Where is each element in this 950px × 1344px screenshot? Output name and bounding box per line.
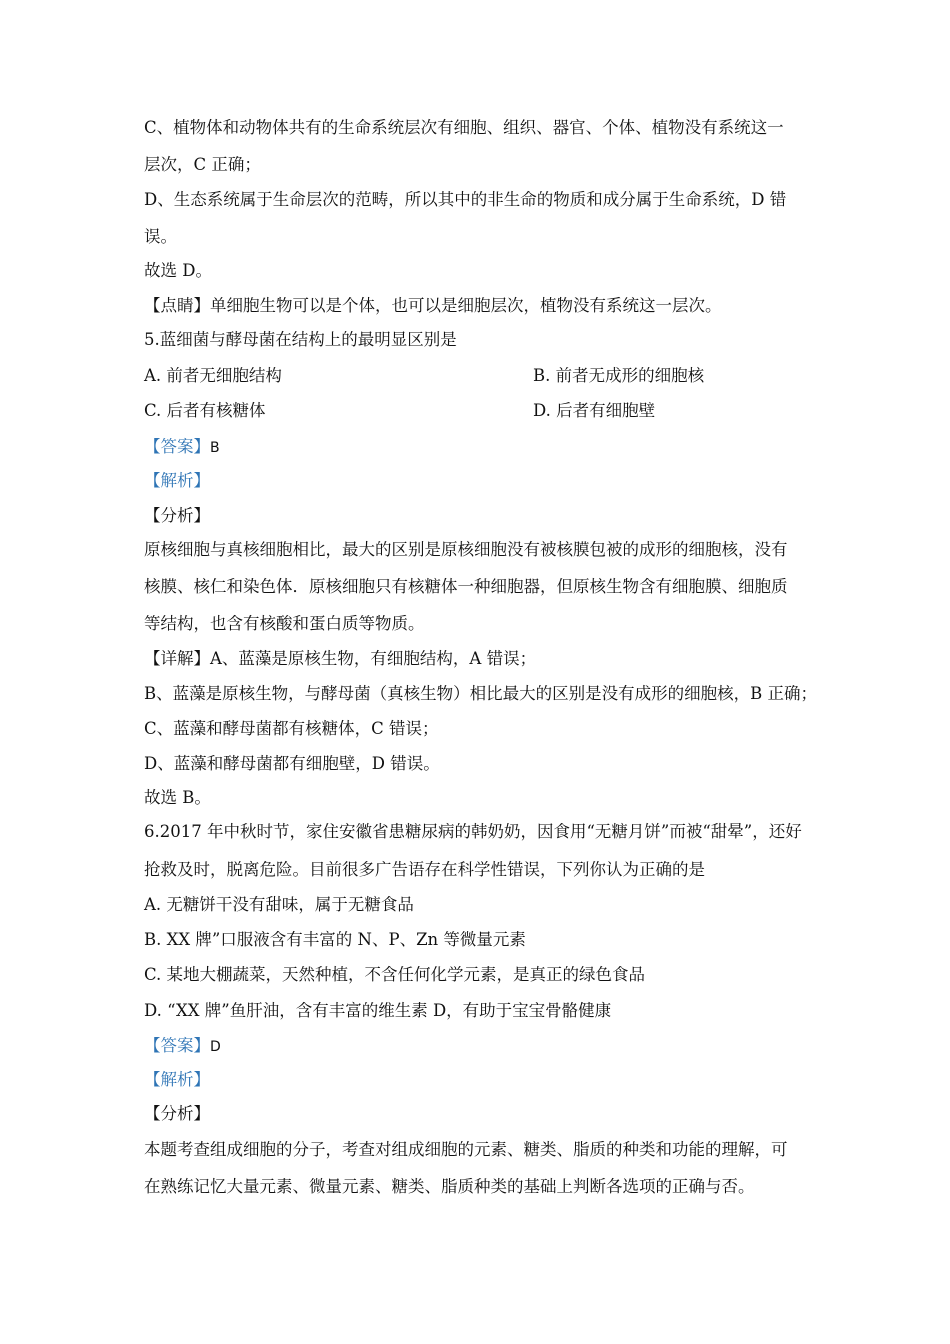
text-line: D、生态系统属于生命层次的范畴，所以其中的非生命的物质和成分属于生命系统，D 错 [144, 190, 787, 209]
question-stem: 5.蓝细菌与酵母菌在结构上的最明显区别是 [144, 330, 457, 349]
option-d: D. 后者有细胞壁 [533, 401, 656, 420]
text-line: D、蓝藻和酵母菌都有细胞壁，D 错误。 [144, 754, 440, 773]
text-line: C、蓝藻和酵母菌都有核糖体，C 错误； [144, 719, 439, 738]
fenxi-label: 【分析】 [144, 506, 210, 525]
answer [144, 436, 220, 459]
text-line: 在熟练记忆大量元素、微量元素、糖类、脂质种类的基础上判断各选项的正确与否。 [144, 1177, 755, 1196]
text-line: 原核细胞与真核细胞相比，最大的区别是原核细胞没有被核膜包被的成形的细胞核，没有 [144, 540, 788, 559]
option-c: C. 某地大棚蔬菜，天然种植，不含任何化学元素，是真正的绿色食品 [144, 965, 646, 984]
question-stem: 抢救及时，脱离危险。目前很多广告语存在科学性错误，下列你认为正确的是 [144, 860, 705, 879]
question-stem: 6.2017 年中秋时节，家住安徽省患糖尿病的韩奶奶，因食用“无糖月饼”而被“甜晕”，还好 [144, 822, 802, 841]
answer [144, 1035, 221, 1058]
answer-value: B [210, 440, 220, 456]
text-line: 核膜、核仁和染色体．原核细胞只有核糖体一种细胞器，但原核生物含有细胞膜、细胞质 [144, 577, 788, 596]
text-line: 误。 [144, 227, 177, 246]
option-d: D. “XX 牌”鱼肝油，含有丰富的维生素 D，有助于宝宝骨骼健康 [144, 1001, 612, 1020]
text-line: 等结构，也含有核酸和蛋白质等物质。 [144, 614, 425, 633]
text-line: 故选 B。 [144, 788, 211, 807]
key-point: 【点睛】单细胞生物可以是个体，也可以是细胞层次，植物没有系统这一层次。 [144, 296, 722, 315]
option-a: A. 前者无细胞结构 [144, 366, 282, 385]
text-line: C、植物体和动物体共有的生命系统层次有细胞、组织、器官、个体、植物没有系统这一 [144, 118, 784, 137]
option-b: B. XX 牌”口服液含有丰富的 N、P、Zn 等微量元素 [144, 930, 526, 949]
text-line: 层次，C 正确； [144, 155, 261, 174]
analysis-label: 【解析】 [144, 1070, 210, 1089]
option-a: A. 无糖饼干没有甜味，属于无糖食品 [144, 895, 414, 914]
answer-value: D [210, 1039, 221, 1055]
option-b: B. 前者无成形的细胞核 [533, 366, 705, 385]
text-line: B、蓝藻是原核生物，与酵母菌（真核生物）相比最大的区别是没有成形的细胞核，B 正确； [144, 684, 817, 703]
option-c: C. 后者有核糖体 [144, 401, 266, 420]
text-line: 本题考查组成细胞的分子，考查对组成细胞的元素、糖类、脂质的种类和功能的理解，可 [144, 1140, 788, 1159]
fenxi-label: 【分析】 [144, 1104, 210, 1123]
answer-label: 【答案】 [144, 437, 210, 456]
analysis-label: 【解析】 [144, 471, 210, 490]
text-line: 故选 D。 [144, 261, 212, 280]
text-line: 【详解】A、蓝藻是原核生物，有细胞结构，A 错误； [144, 649, 537, 668]
answer-label: 【答案】 [144, 1036, 210, 1055]
